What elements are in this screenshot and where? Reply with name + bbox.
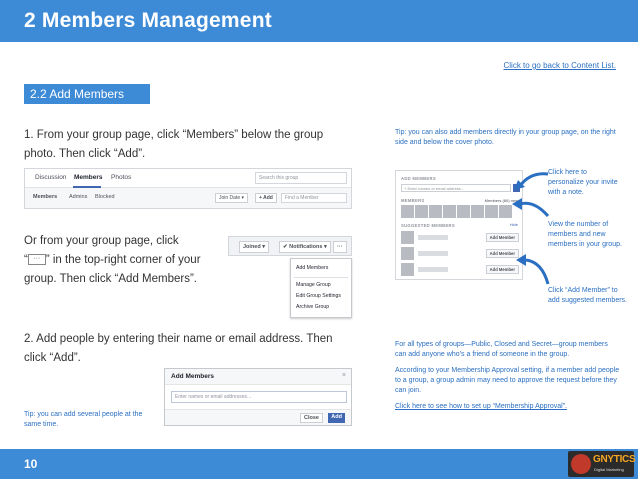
- tip-side-panel: Tip: you can also add members directly in your group page, on the right side and below the cover photo.: [395, 129, 616, 146]
- callout-view-number: View the number of members and new members in your group.: [548, 221, 622, 248]
- tab-members[interactable]: Members: [74, 174, 103, 181]
- suggested-row: [401, 247, 519, 261]
- section-label: 2.2 Add Members: [24, 84, 150, 104]
- alt-step-line1: Or from your group page, click: [24, 235, 179, 247]
- tab-discussion[interactable]: Discussion: [35, 174, 67, 181]
- screenshot-members-tab: [24, 168, 352, 209]
- add-member-button[interactable]: Add Member: [486, 233, 519, 242]
- close-icon[interactable]: ×: [341, 372, 346, 379]
- avatar[interactable]: [401, 205, 414, 218]
- group-search-input[interactable]: Search this group: [255, 172, 347, 184]
- alt-step-text: [24, 232, 224, 289]
- filter-blocked[interactable]: Blocked: [95, 194, 115, 200]
- logo-mark-icon: [571, 454, 591, 474]
- tab-bar: [25, 169, 351, 188]
- menu-item-add-members[interactable]: Add Members: [296, 265, 329, 271]
- add-members-heading: ADD MEMBERS: [401, 176, 436, 181]
- membership-approval-link[interactable]: Click here to see how to set up “Membership Approval”.: [395, 403, 567, 410]
- dialog-close-button[interactable]: Close: [300, 413, 323, 423]
- alt-step-line2: ” in the top-right corner of your: [45, 254, 201, 266]
- suggested-name-placeholder: [418, 235, 448, 240]
- suggested-name-placeholder: [418, 267, 448, 272]
- menu-item-archive-group[interactable]: Archive Group: [296, 304, 330, 310]
- brand-logo: [568, 451, 634, 477]
- joined-button[interactable]: Joined ▾: [239, 241, 269, 253]
- more-button[interactable]: ···: [333, 241, 347, 253]
- suggested-row: [401, 263, 519, 277]
- step1-text: 1. From your group page, click “Members” below the group photo. Then click “Add”.: [24, 129, 324, 160]
- callout-suggested: Click “Add Member” to add suggested members.: [548, 287, 627, 304]
- tip-several-people: Tip: you can add several people at the same time.: [24, 411, 143, 428]
- menu-item-manage-group[interactable]: Manage Group: [296, 282, 331, 288]
- avatar[interactable]: [471, 205, 484, 218]
- arrow-icon: [508, 196, 550, 218]
- more-dropdown-menu: [290, 258, 352, 318]
- avatar: [401, 231, 414, 244]
- side-add-input[interactable]: + Enter names or email address...: [401, 184, 511, 192]
- back-to-content-link[interactable]: Click to go back to Content List.: [503, 61, 616, 70]
- add-member-button[interactable]: Add Member: [486, 265, 519, 274]
- avatar[interactable]: [457, 205, 470, 218]
- members-heading: MEMBERS: [401, 198, 425, 203]
- notifications-button[interactable]: ✔ Notifications ▾: [279, 241, 331, 253]
- logo-wordmark: GNYTICS: [593, 454, 636, 465]
- hide-link[interactable]: Hide: [509, 222, 518, 227]
- join-date-dropdown[interactable]: Join Date ▾: [215, 193, 248, 203]
- members-count[interactable]: Members (80) new: [484, 198, 518, 203]
- arrow-icon: [508, 170, 550, 194]
- filter-admins[interactable]: Admins: [69, 194, 88, 200]
- more-dots-icon: ···: [28, 254, 46, 265]
- note-group-types: For all types of groups—Public, Closed and Secret—group members can add anyone who’s a friend of someone in the group.: [395, 341, 608, 358]
- add-member-button[interactable]: Add Member: [486, 249, 519, 258]
- quote-open: “: [24, 254, 28, 266]
- arrow-icon: [512, 252, 550, 286]
- menu-item-edit-settings[interactable]: Edit Group Settings: [296, 293, 341, 299]
- step2-text: 2. Add people by entering their name or email address. Then click “Add”.: [24, 333, 333, 364]
- suggested-name-placeholder: [418, 251, 448, 256]
- filter-members[interactable]: Members: [33, 194, 58, 200]
- tab-photos[interactable]: Photos: [111, 174, 132, 181]
- page-title: 2 Members Management: [24, 9, 272, 32]
- header-bar: [0, 0, 638, 42]
- alt-step-line3: group. Then click “Add Members”.: [24, 273, 197, 285]
- names-email-input[interactable]: Enter names or email addresses...: [171, 391, 347, 403]
- active-tab-underline: [73, 186, 101, 188]
- avatar: [401, 247, 414, 260]
- dialog-add-button[interactable]: Add: [328, 413, 345, 423]
- add-member-button[interactable]: + Add: [255, 193, 277, 203]
- dialog-title: Add Members: [165, 369, 351, 385]
- screenshot-more-menu: [228, 236, 352, 318]
- suggested-row: [401, 231, 519, 245]
- dialog-footer: [165, 409, 351, 425]
- note-membership-approval: According to your Membership Approval setting, if a member add people to a group, a group admin may need to approve the request before they can join.: [395, 367, 620, 394]
- member-avatars: [401, 205, 513, 219]
- avatar[interactable]: [429, 205, 442, 218]
- group-action-bar: [228, 236, 352, 256]
- menu-divider: [294, 277, 348, 278]
- suggested-heading: SUGGESTED MEMBERS: [401, 223, 455, 228]
- avatar: [401, 263, 414, 276]
- logo-tagline: Digital Marketing: [594, 467, 624, 472]
- avatar[interactable]: [443, 205, 456, 218]
- avatar[interactable]: [485, 205, 498, 218]
- screenshot-add-members-dialog: [164, 368, 352, 426]
- callout-personalize: Click here to personalize your invite with a note.: [548, 169, 618, 196]
- screenshot-side-panel: [395, 170, 523, 280]
- page-number: 10: [24, 457, 38, 471]
- footer-bar: [0, 449, 638, 479]
- find-member-input[interactable]: Find a Member: [281, 193, 347, 203]
- avatar[interactable]: [415, 205, 428, 218]
